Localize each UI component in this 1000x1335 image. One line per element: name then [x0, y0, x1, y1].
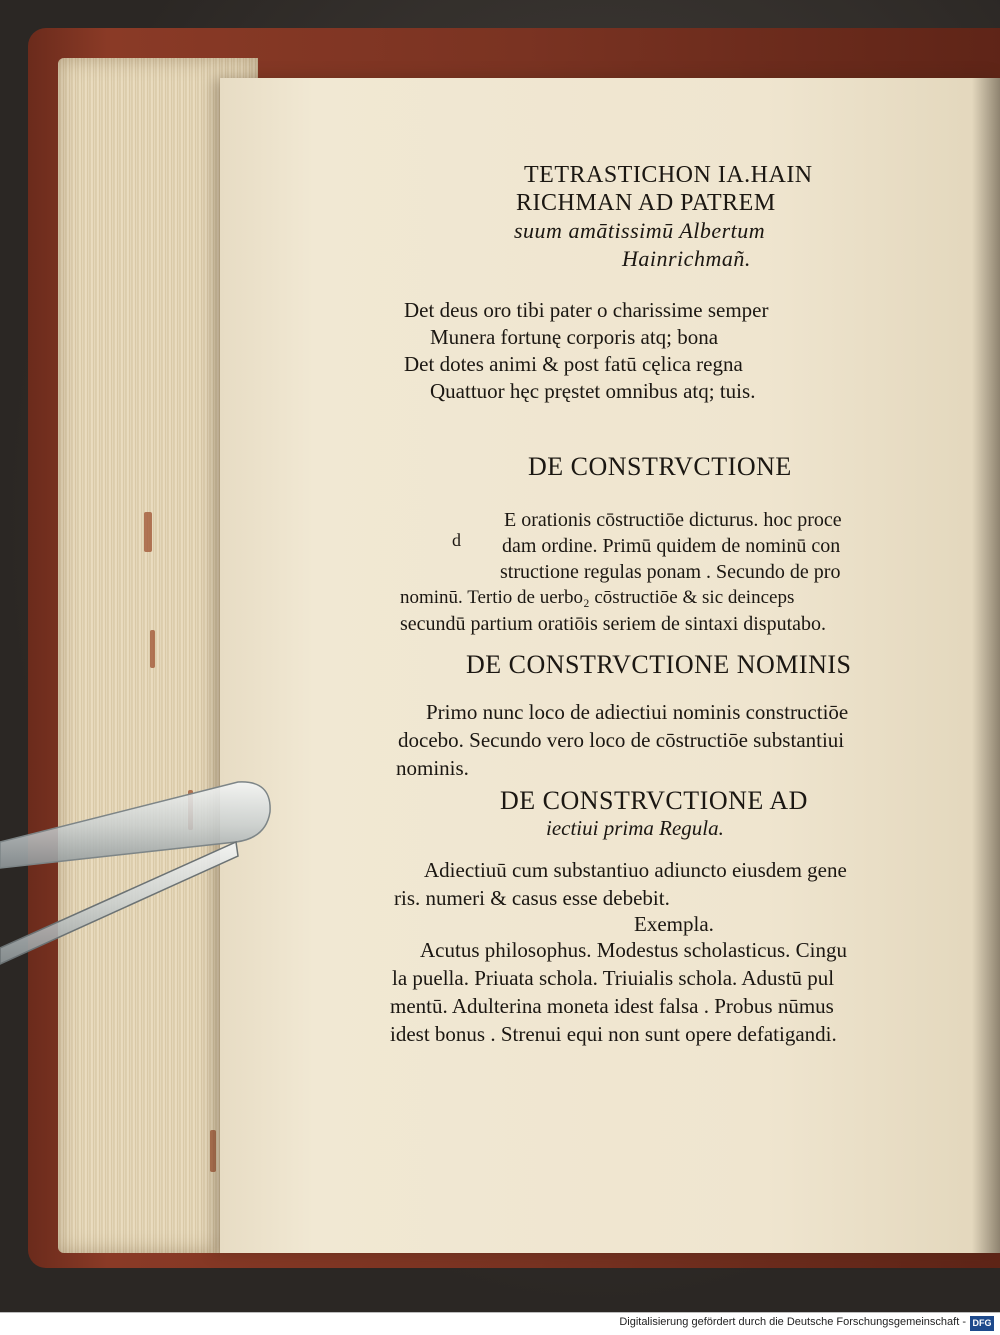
title-line: suum amātissimū Albertum	[514, 218, 766, 243]
footer-bar	[0, 1312, 1000, 1335]
page-tab	[144, 512, 152, 552]
page-tab	[210, 1130, 216, 1172]
paragraph-line: dam ordine. Primū quidem de nominū con	[502, 535, 841, 557]
verse-line: Det deus oro tibi pater o charissime semper	[404, 298, 769, 322]
section-heading: DE CONSTRVCTIONE AD	[500, 786, 808, 815]
funding-credit-text: Digitalisierung gefördert durch die Deutsche Forschungsgemeinschaft -	[619, 1316, 966, 1328]
section-heading: DE CONSTRVCTIONE NOMINIS	[466, 650, 852, 679]
paragraph-line: Adiectiuū cum substantiuo adiuncto eiusdem gene	[424, 858, 847, 882]
paragraph-line: Acutus philosophus. Modestus scholasticus. Cingu	[420, 938, 848, 962]
section-subheading: iectiui prima Regula.	[546, 816, 724, 840]
title-line: TETRASTICHON IA.HAIN	[524, 162, 813, 188]
paragraph-line: la puella. Priuata schola. Triuialis schola. Adustū pul	[392, 966, 835, 990]
verse-line: Munera fortunę corporis atq; bona	[430, 325, 719, 349]
paragraph-line: Primo nunc loco de adiectiui nominis constructiōe	[426, 700, 849, 724]
paragraph-line: secundū partium oratiōis seriem de sintaxi disputabo.	[400, 613, 827, 635]
drop-cap-guide-letter: d	[452, 530, 461, 550]
section-heading: DE CONSTRVCTIONE	[528, 452, 792, 481]
dfg-logo-icon: DFG	[970, 1316, 994, 1331]
tweezer-tool	[0, 780, 280, 970]
verse-line: Quattuor hęc pręstet omnibus atq; tuis.	[430, 379, 756, 403]
verse-line: Det dotes animi & post fatū cęlica regna	[404, 352, 743, 376]
paragraph-line: nominū. Tertio de uerbo₂ cōstructiōe & sic deinceps	[400, 587, 795, 608]
exempla-label: Exempla.	[634, 912, 714, 936]
page-tab	[150, 630, 155, 668]
paragraph-line: docebo. Secundo vero loco de cōstructiōe substantiui	[398, 728, 845, 752]
paragraph-line: mentū. Adulterina moneta idest falsa . Probus nūmus	[390, 994, 834, 1018]
title-line: RICHMAN AD PATREM	[516, 190, 776, 216]
paragraph-line: nominis.	[396, 756, 469, 780]
title-line: Hainrichmañ.	[622, 246, 751, 271]
paragraph-line: idest bonus . Strenui equi non sunt opere defatigandi.	[390, 1022, 837, 1046]
paragraph-line: structione regulas ponam . Secundo de pro	[500, 561, 841, 583]
paragraph-line: ris. numeri & casus esse debebit.	[394, 886, 670, 910]
gutter-shadow	[972, 78, 1000, 1253]
paragraph-line: E orationis cōstructiōe dicturus. hoc proce	[504, 509, 842, 531]
